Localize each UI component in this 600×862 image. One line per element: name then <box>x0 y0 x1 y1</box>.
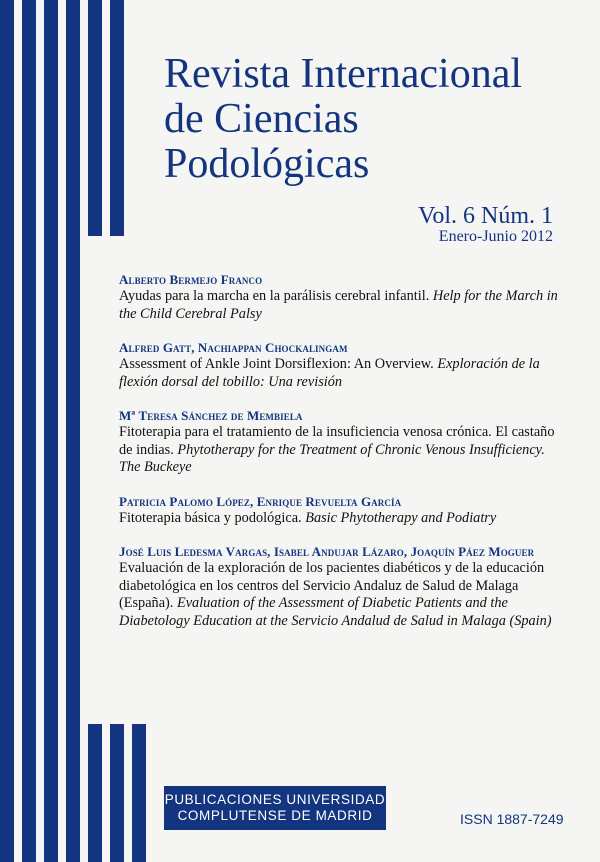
article-authors: Patricia Palomo López, Enrique Revuelta García <box>119 493 402 509</box>
journal-title-line: de Ciencias <box>164 96 359 142</box>
article-entry <box>119 543 559 630</box>
article-title-en: Evaluation of the Assessment of Diabetic Patients and the Diabetology Education at the Servicio Andalud de Salud in Malaga (Spain) <box>119 595 552 629</box>
article-entry <box>119 339 559 391</box>
article-title <box>119 424 559 477</box>
cover-stripe <box>44 0 58 862</box>
article-entry <box>119 493 559 528</box>
cover-stripe <box>22 0 36 862</box>
cover-stripe <box>88 724 102 862</box>
article-authors: Mª Teresa Sánchez de Membiela <box>119 408 303 423</box>
article-title <box>119 560 559 630</box>
article-title <box>119 356 559 391</box>
volume-number: Vol. 6 Núm. 1 <box>418 203 553 229</box>
table-of-contents <box>119 271 559 646</box>
cover-stripe <box>110 724 124 862</box>
cover-stripe <box>0 0 14 862</box>
cover-stripe <box>66 0 80 862</box>
article-entry <box>119 407 559 477</box>
journal-title <box>164 52 584 187</box>
article-title-en: Basic Phytotherapy and Podiatry <box>305 509 497 526</box>
publisher-logo <box>164 786 386 830</box>
article-title-en: Help for the March in the Child Cerebral Palsy <box>119 288 558 322</box>
cover-stripe <box>110 0 124 236</box>
article-title-es: Fitoterapia para el tratamiento de la insuficiencia venosa crónica. El castaño de indias. <box>119 424 555 458</box>
article-title-en: Phytotherapy for the Treatment of Chronic Venous Insufficiency. The Buckeye <box>119 441 545 475</box>
article-title <box>119 288 559 323</box>
article-title-en: Exploración de la flexión dorsal del tobillo: Una revisión <box>119 356 540 390</box>
journal-title-line: Revista Internacional <box>164 51 523 97</box>
issue-period: Enero-Junio 2012 <box>438 228 553 245</box>
cover-stripe <box>132 724 146 862</box>
article-authors: Alfred Gatt, Nachiappan Chockalingam <box>119 340 348 355</box>
article-title-es: Ayudas para la marcha en la parálisis cerebral infantil. <box>119 288 430 304</box>
cover-stripe <box>88 0 102 236</box>
article-entry <box>119 271 559 323</box>
article-authors: Alberto Bermejo Franco <box>119 272 263 287</box>
journal-title-line: Podológicas <box>164 141 370 187</box>
issn-number: ISSN 1887-7249 <box>460 811 564 827</box>
article-title-es: Fitoterapia básica y podológica. <box>119 509 302 526</box>
article-title-es: Evaluación de la exploración de los pacientes diabéticos y de la educación diabetológica en los centros del Servicio Andaluz de Salud de Malaga (España). <box>119 560 545 611</box>
article-title <box>119 510 559 528</box>
article-authors: José Luis Ledesma Vargas, Isabel Andujar Lázaro, Joaquín Páez Moguer <box>119 544 535 559</box>
publisher-line: PUBLICACIONES UNIVERSIDAD <box>164 792 386 807</box>
publisher-line: COMPLUTENSE DE MADRID <box>177 808 373 823</box>
article-title-es: Assessment of Ankle Joint Dorsiflexion: An Overview. <box>119 356 434 372</box>
